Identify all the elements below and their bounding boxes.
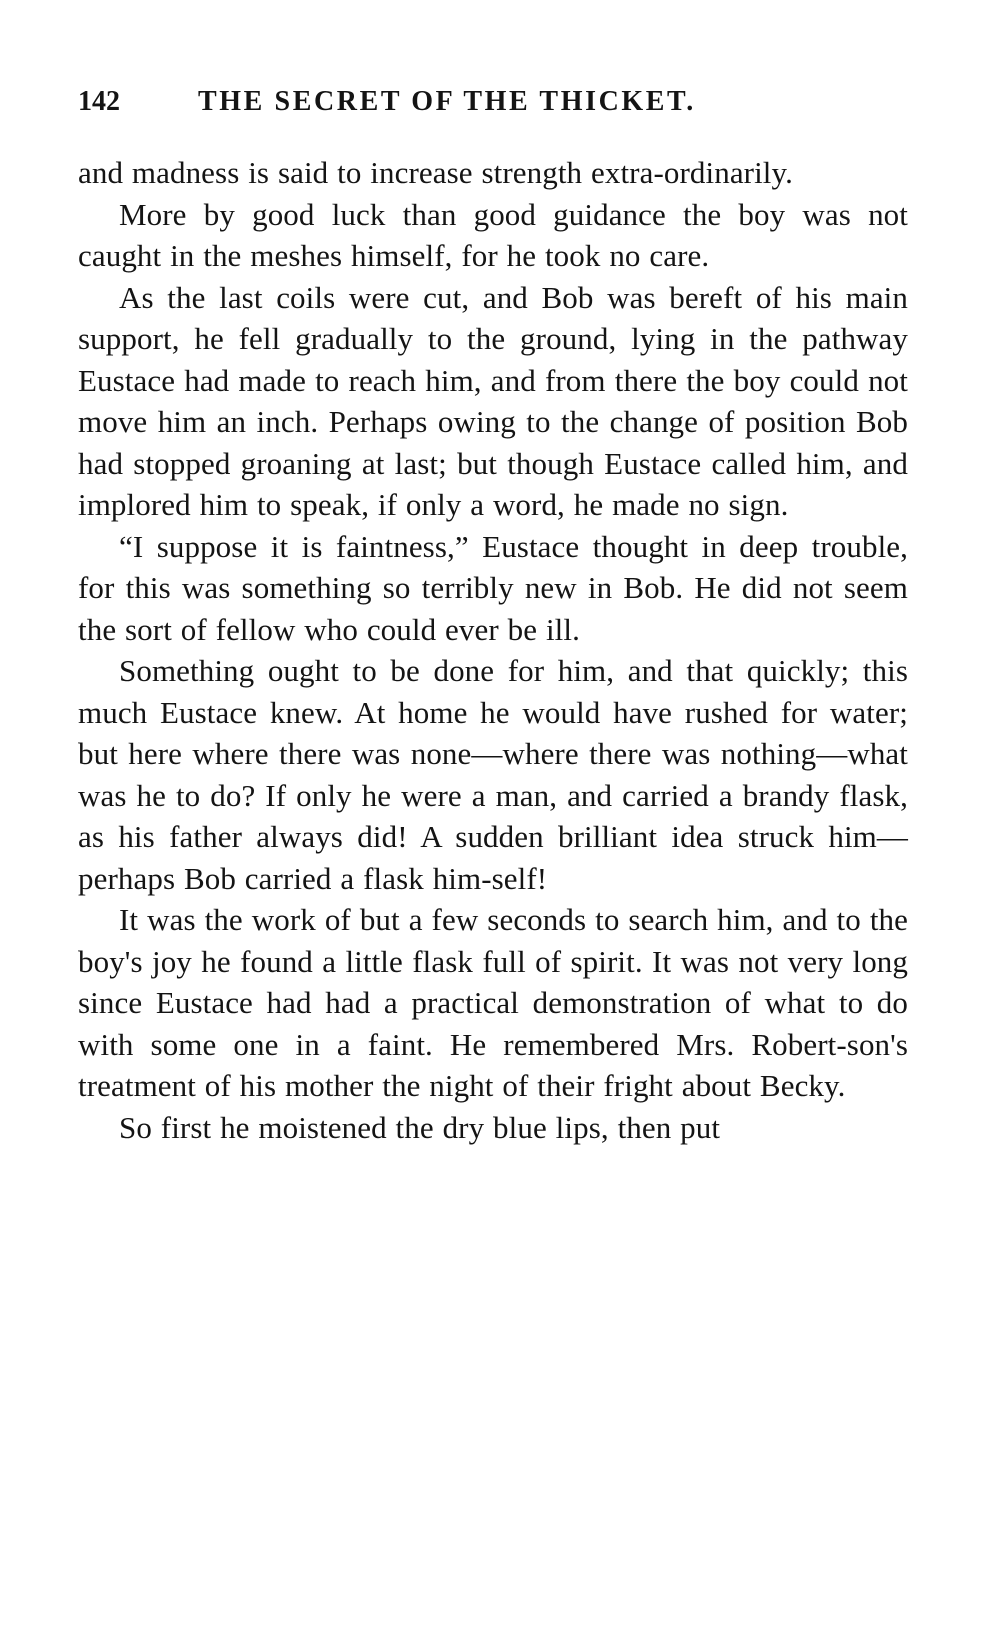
page-number: 142	[78, 86, 120, 117]
paragraph-7: So first he moistened the dry blue lips, then put	[119, 1109, 721, 1145]
paragraph-5: Something ought to be done for him, and that quickly; this much Eustace knew. At home he would have rushed for water; but here where there was none—where there was nothing—what was he to do? If only he were a man, and carried a brandy flask, as his father always did! A sudden brilliant idea struck him—perhaps Bob carried a flask him-self!	[78, 653, 908, 896]
paragraph-2: More by good luck than good guidance the boy was not caught in the meshes himself, for he took no care.	[78, 196, 908, 273]
body-text	[78, 152, 908, 1148]
running-head	[78, 78, 908, 126]
paragraph-4: “I suppose it is faintness,” Eustace thought in deep trouble, for this was something so terribly new in Bob. He did not seem the sort of fellow who could ever be ill.	[78, 528, 908, 647]
running-title: THE SECRET OF THE THICKET.	[198, 86, 696, 117]
paragraph-6: It was the work of but a few seconds to search him, and to the boy's joy he found a little flask full of spirit. It was not very long since Eustace had had a practical demonstration of what to do with some one in a faint. He remembered Mrs. Robert-son's treatment of his mother the night of their fright about Becky.	[78, 902, 908, 1103]
paragraph-1: and madness is said to increase strength extra-ordinarily.	[78, 155, 793, 190]
paragraph-3: As the last coils were cut, and Bob was bereft of his main support, he fell gradually to the ground, lying in the pathway Eustace had made to reach him, and from there the boy could not move him an inch. Perhaps owing to the change of position Bob had stopped groaning at last; but though Eustace called him, and implored him to speak, if only a word, he made no sign.	[78, 279, 908, 522]
book-page	[78, 78, 908, 1148]
